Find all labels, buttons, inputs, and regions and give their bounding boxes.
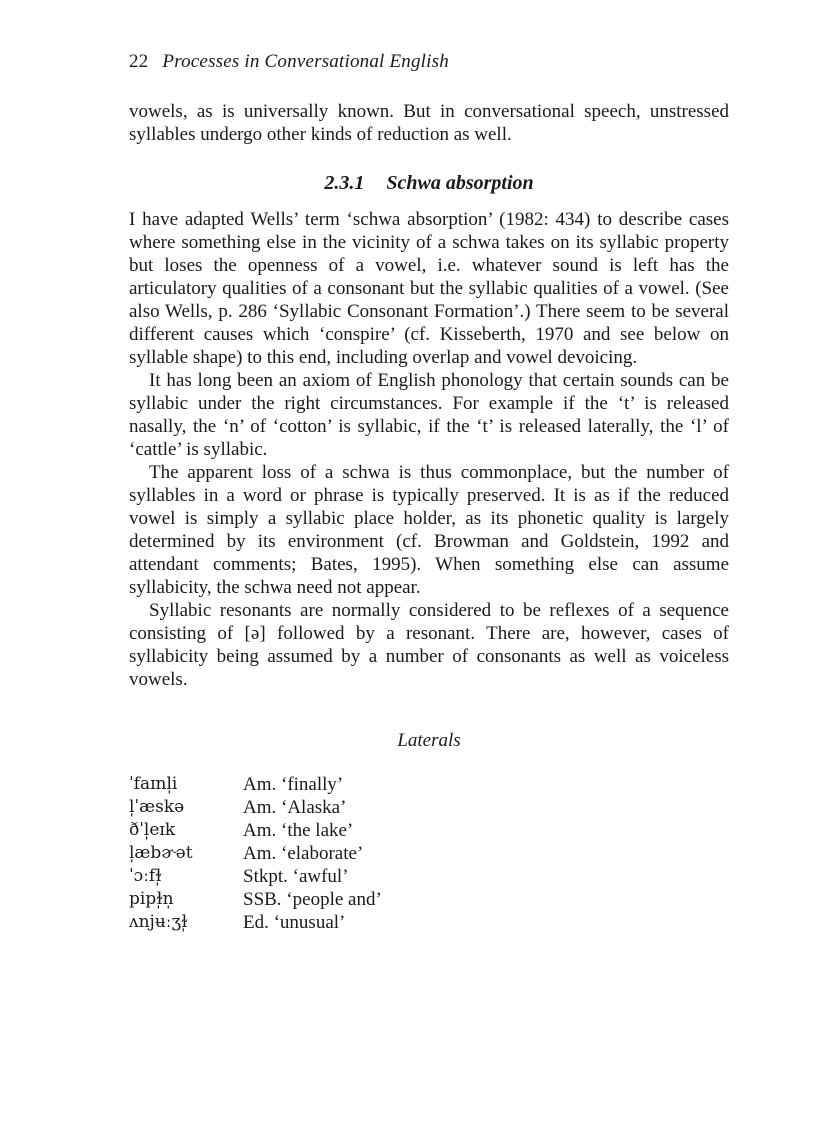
gloss: Am. ‘Alaska’ <box>243 797 347 818</box>
ipa-transcription: ʌnjʉːʒɫ̩ <box>129 912 188 932</box>
gloss: Am. ‘finally’ <box>243 774 344 795</box>
table-row <box>129 865 382 888</box>
table-row <box>129 842 382 865</box>
running-head <box>129 50 729 74</box>
ipa-transcription: l̩æbɚət <box>129 843 193 863</box>
gloss: Ed. ‘unusual’ <box>243 912 346 933</box>
table-row <box>129 819 382 842</box>
gloss: Am. ‘the lake’ <box>243 820 354 841</box>
page <box>129 50 729 934</box>
laterals-heading: Laterals <box>397 730 461 751</box>
intro-paragraph: vowels, as is universally known. But in conversational speech, unstressed syllables undergo other kinds of reduction as well. <box>129 101 729 145</box>
ipa-transcription: ðˈl̩eɪk <box>129 820 176 840</box>
ipa-transcription: l̩ˈæskə <box>129 797 185 817</box>
gloss: SSB. ‘people and’ <box>243 889 382 910</box>
gloss: Am. ‘elaborate’ <box>243 843 364 864</box>
ipa-transcription: ˈɔːfɫ̩ <box>129 866 162 886</box>
table-row <box>129 888 382 911</box>
running-title: Processes in Conversational English <box>162 51 449 72</box>
ipa-transcription: pipɫ̩n̩ <box>129 889 174 909</box>
page-number: 22 <box>129 51 149 72</box>
section-title: Schwa absorption <box>386 172 534 194</box>
body-paragraph-1: I have adapted Wells’ term ‘schwa absorption’ (1982: 434) to describe cases where something else in the vicinity of a schwa takes on its syllabic property but loses the openness of a vowel, i.e. whatever sound is left has the articulatory qualities of a consonant but the syllabic qualities of a vowel. (See also Wells, p. 286 ‘Syllabic Consonant Formation’.) There seem to be several different causes which ‘conspire’ (cf. Kisseberth, 1970 and see below on syllable shape) to this end, including overlap and vowel devoicing. <box>129 209 729 368</box>
table-row <box>129 911 382 934</box>
gloss: Stkpt. ‘awful’ <box>243 866 349 887</box>
ipa-transcription: ˈfaɪnl̩i <box>129 774 178 794</box>
body-paragraph-4: Syllabic resonants are normally considered to be reflexes of a sequence consisting of [ə] followed by a resonant. There are, however, cases of syllabicity being assumed by a number of consonants as well as voiceless vowels. <box>129 600 729 690</box>
laterals-table <box>129 773 382 934</box>
body-paragraph-3: The apparent loss of a schwa is thus commonplace, but the number of syllables in a word or phrase is typically preserved. It is as if the reduced vowel is simply a syllabic place holder, as its phonetic quality is largely determined by its environment (cf. Browman and Goldstein, 1992 and attendant comments; Bates, 1995). When something else can assume syllabicity, the schwa need not appear. <box>129 462 729 598</box>
body-paragraph-2: It has long been an axiom of English phonology that certain sounds can be syllabic under the right circumstances. For example if the ‘t’ is released nasally, the ‘n’ of ‘cotton’ is syllabic, if the ‘t’ is released laterally, the ‘l’ of ‘cattle’ is syllabic. <box>129 370 729 460</box>
table-row <box>129 796 382 819</box>
section-number: 2.3.1 <box>324 172 365 194</box>
section-heading <box>129 170 729 196</box>
table-row <box>129 773 382 796</box>
